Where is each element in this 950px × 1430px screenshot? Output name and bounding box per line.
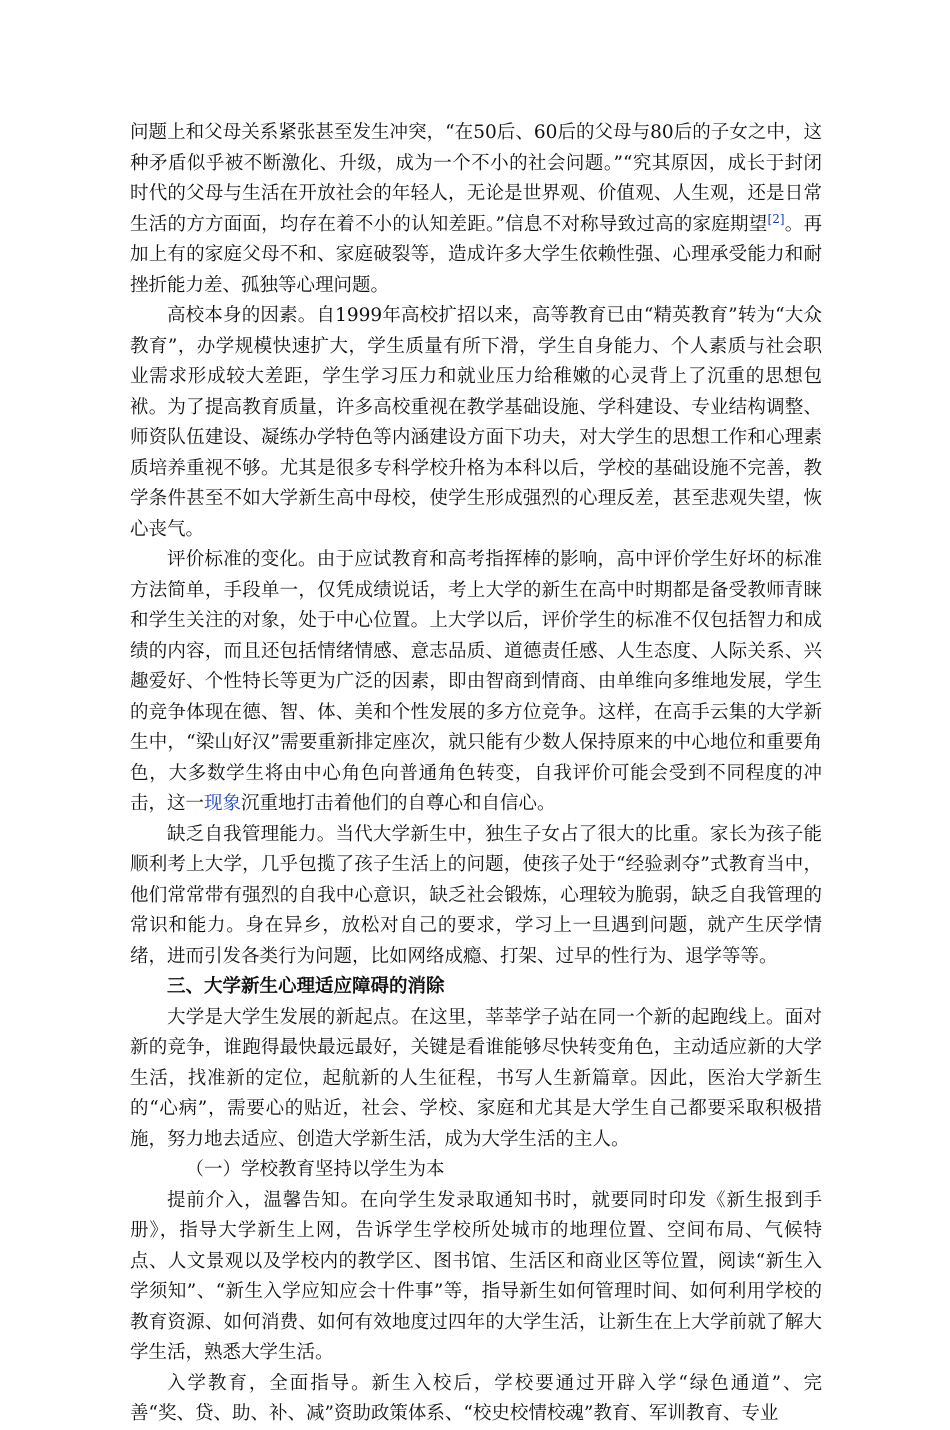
paragraph-text: 自1999年高校扩招以来，高等教育已由“精英教育”转为“大众教育”，办学规模快速扩大，学生质量有所下滑，学生自身能力、个人素质与社会职业需求形成较大差距，学生学习压力和就业压力给稚嫩的心灵背上了沉重的思想包袱。为了提高教育质量，许多高校重视在教学基础设施、学科建设、专业结构调整、师资队伍建设、凝练办学特色等内涵建设方面下功夫，对大学生的思想工作和心理素质培养重视不够。尤其是很多专科学校升格为本科以后，学校的基础设施不完善，教学条件甚至不如大学新生高中母校，使学生形成强烈的心理反差，甚至悲观失望，恢心丧气。 <box>130 305 822 540</box>
paragraph-text: 由于应试教育和高考指挥棒的影响，高中评价学生好坏的标准方法简单，手段单一，仅凭成绩说话，考上大学的新生在高中时期都是备受教师青睐和学生关注的对象，处于中心位置。上大学以后，评价学生的标准不仅包括智力和成绩的内容，而且还包括情绪情感、意志品质、道德责任感、人生态度、人际关系、兴趣爱好、个性特长等更为广泛的因素，即由智商到情商、由单维向多维地发展，学生的竞争体现在德、智、体、美和个性发展的多方位竞争。这样，在高手云集的大学新生中，“梁山好汉”需要重新排定座次，就只能有少数人保持原来的中心地位和重要角色，大多数学生将由中心角色向普通角色转变，自我评价可能会受到不同程度的冲击，这一 <box>130 549 822 814</box>
paragraph-text: 当代大学新生中，独生子女占了很大的比重。家长为孩子能顺利考上大学，几乎包揽了孩子生活上的问题，使孩子处于“经验剥夺”式教育当中，他们常常带有强烈的自我中心意识，缺乏社会锻炼，心理较为脆弱，缺乏自我管理的常识和能力。身在异乡，放松对自己的要求，学习上一旦遇到问题，就产生厌学情绪，进而引发各类行为问题，比如网络成瘾、打架、过早的性行为、退学等等。 <box>130 823 822 967</box>
paragraph-lead: 缺乏自我管理能力。 <box>167 823 336 845</box>
paragraph-text: 问题上和父母关系紧张甚至发生冲突，“在50后、60后的父母与80后的子女之中，这种矛盾似乎被不断激化、升级，成为一个不小的社会问题。”“究其原因，成长于封闭时代的父母与生活在开放社会的年轻人，无论是世界观、价值观、人生观，还是日常生活的方方面面，均存在着不小的认知差距。”信息不对称导致过高的家庭期望 <box>130 122 822 235</box>
paragraph-lead: 高校本身的因素。 <box>167 305 317 326</box>
paragraph-orientation: 入学教育，全面指导。新生入校后，学校要通过开辟入学“绿色通道”、完善“奖、贷、助、补、减”资助政策体系、“校史校情校魂”教育、军训教育、专业 <box>130 1372 822 1424</box>
document-page <box>130 118 822 1430</box>
paragraph-evaluation-change <box>130 545 822 820</box>
paragraph-self-management <box>130 820 822 973</box>
paragraph-new-starting-point: 大学是大学生发展的新起点。在这里，莘莘学子站在同一个新的起跑线上。面对新的竞争，谁跑得最快最远最好，关键是看谁能够尽快转变角色，主动适应新的大学生活，找准新的定位，起航新的人生征程，书写人生新篇章。因此，医治大学新生的“心病”，需要心的贴近，社会、学校、家庭和尤其是大学生自己都要采取积极措施，努力地去适应、创造大学新生活，成为大学生活的主人。 <box>130 1006 822 1150</box>
section-heading: 三、大学新生心理适应障碍的消除 <box>167 976 445 997</box>
paragraph-early-intervention: 提前介入，温馨告知。在向学生发录取通知书时，就要同时印发《新生报到手册》，指导大学新生上网，告诉学生学校所处城市的地理位置、空间布局、气候特点、人文景观以及学校内的教学区、图书馆、生活区和商业区等位置，阅读“新生入学须知”、“新生入学应知应会十件事”等，指导新生如何管理时间、如何利用学校的教育资源、如何消费、如何有效地度过四年的大学生活，让新生在上大学前就了解大学生活，熟悉大学生活。 <box>130 1189 822 1363</box>
citation-reference-link[interactable]: [2] <box>767 211 785 226</box>
paragraph-text: 。再加上有的家庭父母不和、家庭破裂等，造成许多大学生依赖性强、心理承受能力和耐挫折能力差、孤独等心理问题。 <box>130 213 822 296</box>
phenomenon-link[interactable]: 现象 <box>204 793 242 814</box>
paragraph-university-factors <box>130 301 822 545</box>
subsection-heading: （一）学校教育坚持以学生为本 <box>185 1159 445 1180</box>
paragraph-family-conflict <box>130 118 822 301</box>
paragraph-lead: 评价标准的变化。 <box>167 549 317 570</box>
paragraph-text: 沉重地打击着他们的自尊心和自信心。 <box>241 793 556 814</box>
